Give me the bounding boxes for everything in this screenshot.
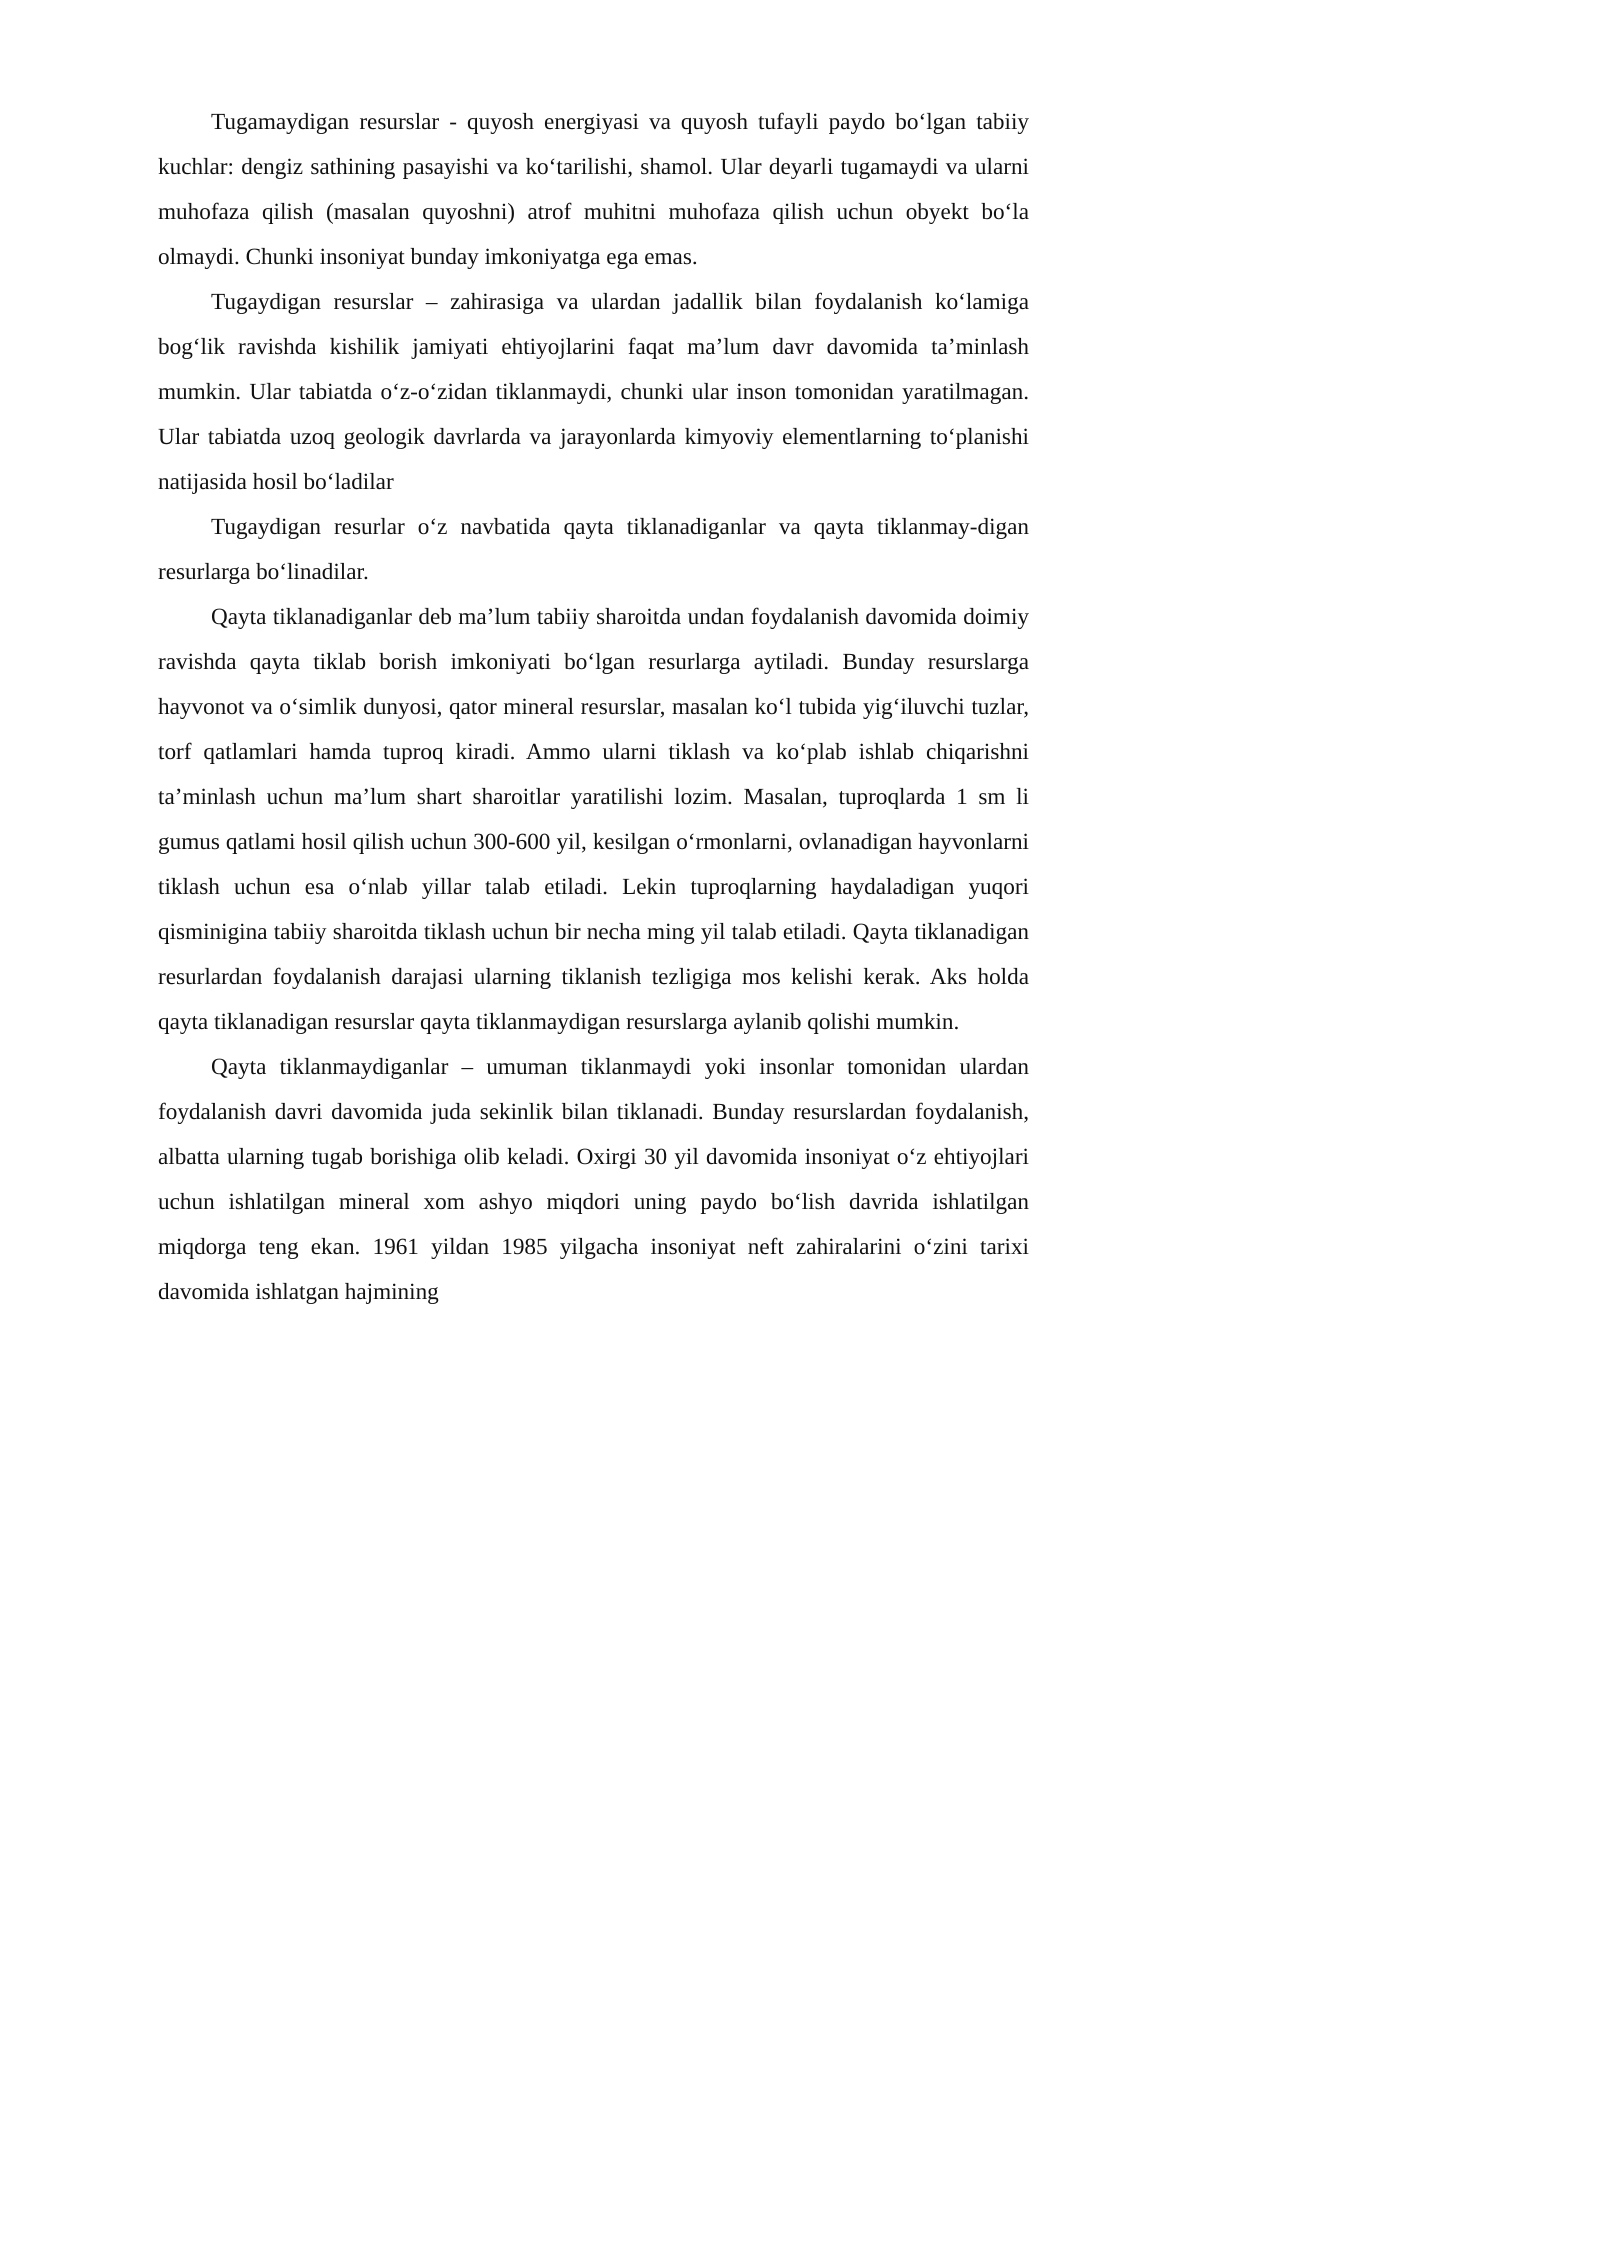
paragraph-exhaustible-division: Tugaydigan resurlar o‘z navbatida qayta tiklanadiganlar va qayta tiklanmay-digan resurlarga bo‘linadilar.	[158, 514, 1029, 585]
paragraph-inexhaustible-resources: Tugamaydigan resurslar - quyosh energiyasi va quyosh tufayli paydo bo‘lgan tabiiy kuchlar: dengiz sathining pasayishi va ko‘tarilishi, shamol. Ular deyarli tugamaydi va ularni muhofaza qilish (masalan quyoshni) atrof muhitni muhofaza qilish uchun obyekt bo‘la olmaydi. Chunki insoniyat bunday imkoniyatga ega emas.	[158, 109, 1029, 270]
paragraph-nonrenewable-resources: Qayta tiklanmaydiganlar – umuman tiklanmaydi yoki insonlar tomonidan ulardan foydalanish davri davomida juda sekinlik bilan tiklanadi. Bunday resurslardan foydalanish, albatta ularning tugab borishiga olib keladi. Oxirgi 30 yil davomida insoniyat o‘z ehtiyojlari uchun ishlatilgan mineral xom ashyo miqdori uning paydo bo‘lish davrida ishlatilgan miqdorga teng ekan. 1961 yildan 1985 yilgacha insoniyat neft zahiralarini o‘zini tarixi davomida ishlatgan hajmining	[158, 1054, 1029, 1305]
document-page	[0, 0, 1100, 1555]
paragraph-renewable-resources: Qayta tiklanadiganlar deb ma’lum tabiiy sharoitda undan foydalanish davomida doimiy ravishda qayta tiklab borish imkoniyati bo‘lgan resurlarga aytiladi. Bunday resurslarga hayvonot va o‘simlik dunyosi, qator mineral resurslar, masalan ko‘l tubida yig‘iluvchi tuzlar, torf qatlamlari hamda tuproq kiradi. Ammo ularni tiklash va ko‘plab ishlab chiqarishni ta’minlash uchun ma’lum shart sharoitlar yaratilishi lozim. Masalan, tuproqlarda 1 sm li gumus qatlami hosil qilish uchun 300-600 yil, kesilgan o‘rmonlarni, ovlanadigan hayvonlarni tiklash uchun esa o‘nlab yillar talab etiladi. Lekin tuproqlarning haydaladigan yuqori qisminigina tabiiy sharoitda tiklash uchun bir necha ming yil talab etiladi. Qayta tiklanadigan resurlardan foydalanish darajasi ularning tiklanish tezligiga mos kelishi kerak. Aks holda qayta tiklanadigan resurslar qayta tiklanmaydigan resurslarga aylanib qolishi mumkin.	[158, 604, 1029, 1035]
document-body	[158, 100, 1029, 1315]
paragraph-exhaustible-resources: Tugaydigan resurslar – zahirasiga va ulardan jadallik bilan foydalanish ko‘lamiga bog‘lik ravishda kishilik jamiyati ehtiyojlarini faqat ma’lum davr davomida ta’minlash mumkin. Ular tabiatda o‘z-o‘zidan tiklanmaydi, chunki ular inson tomonidan yaratilmagan. Ular tabiatda uzoq geologik davrlarda va jarayonlarda kimyoviy elementlarning to‘planishi natijasida hosil bo‘ladilar	[158, 289, 1029, 495]
